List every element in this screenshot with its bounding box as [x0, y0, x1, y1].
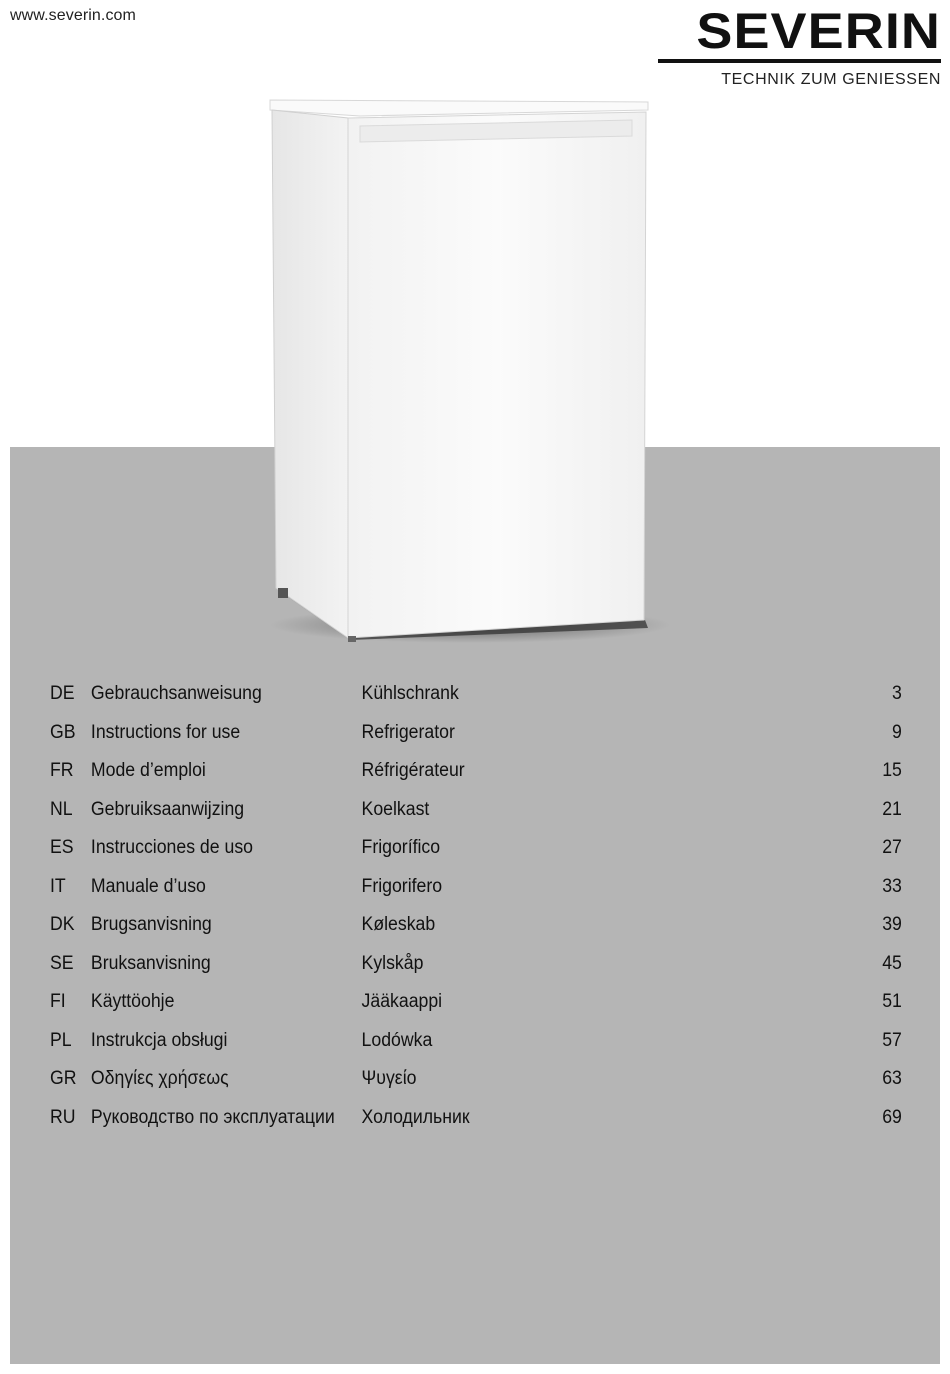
product-name: Refrigerator — [361, 721, 455, 743]
language-code: DK — [50, 914, 75, 935]
product-name: Jääkaappi — [361, 991, 443, 1012]
manual-title: Οδηγίες χρήσεως — [90, 1068, 229, 1089]
brand-divider — [658, 59, 941, 63]
toc-row-gr — [50, 1060, 902, 1099]
table-of-contents — [50, 675, 902, 1137]
manual-title: Руководство по эксплуатации — [90, 1106, 335, 1128]
language-code: SE — [50, 952, 74, 974]
page-number: 39 — [882, 914, 902, 935]
language-code: IT — [50, 875, 66, 897]
manual-title: Manuale d’uso — [90, 875, 206, 897]
toc-row-gb — [50, 714, 902, 753]
product-name: Køleskab — [361, 914, 436, 935]
page-number: 3 — [892, 683, 902, 704]
toc-row-fi — [50, 983, 902, 1022]
toc-row-dk — [50, 906, 902, 945]
product-name: Frigorifero — [361, 875, 443, 897]
page-number: 57 — [882, 1029, 902, 1051]
manual-title: Instrukcja obsługi — [90, 1029, 228, 1051]
language-code: ES — [50, 837, 74, 858]
brand-block — [656, 4, 941, 89]
website-url: www.severin.com — [10, 7, 136, 24]
manual-title: Instrucciones de uso — [90, 837, 253, 858]
language-code: RU — [50, 1106, 76, 1128]
product-name: Koelkast — [361, 798, 430, 820]
toc-row-it — [50, 868, 902, 907]
product-name: Kühlschrank — [361, 683, 459, 704]
toc-row-nl — [50, 791, 902, 830]
toc-row-ru — [50, 1099, 902, 1138]
product-name: Frigorífico — [361, 837, 441, 858]
page-number: 33 — [882, 875, 902, 897]
page-number: 9 — [892, 721, 902, 743]
manual-title: Käyttöohje — [90, 991, 175, 1012]
product-name: Ψυγείο — [361, 1068, 417, 1089]
toc-row-de — [50, 675, 902, 714]
toc-row-fr — [50, 752, 902, 791]
product-name: Réfrigérateur — [361, 760, 465, 781]
refrigerator-image — [220, 80, 690, 660]
manual-title: Instructions for use — [90, 721, 241, 743]
manual-title: Gebrauchsanweisung — [90, 683, 262, 704]
language-code: FR — [50, 760, 74, 781]
manual-title: Bruksanvisning — [90, 952, 211, 974]
manual-title: Brugsanvisning — [90, 914, 212, 935]
brand-logo: SEVERIN — [696, 3, 941, 59]
toc-row-es — [50, 829, 902, 868]
manual-title: Gebruiksaanwijzing — [90, 798, 245, 820]
language-code: GB — [50, 721, 76, 743]
page-number: 21 — [882, 798, 902, 820]
page-number: 15 — [882, 760, 902, 781]
language-code: GR — [50, 1068, 77, 1089]
toc-row-se — [50, 945, 902, 984]
language-code: NL — [50, 798, 73, 820]
language-code: DE — [50, 683, 75, 704]
manual-title: Mode d’emploi — [90, 760, 206, 781]
page-number: 27 — [882, 837, 902, 858]
language-code: PL — [50, 1029, 72, 1051]
page-number: 51 — [882, 991, 902, 1012]
page-number: 69 — [882, 1106, 902, 1128]
product-name: Lodówka — [361, 1029, 433, 1051]
product-name: Kylskåp — [361, 952, 424, 974]
language-code: FI — [50, 991, 66, 1012]
product-name: Холодильник — [361, 1106, 470, 1128]
toc-row-pl — [50, 1022, 902, 1061]
brand-tagline: TECHNIK ZUM GENIESSEN — [721, 71, 941, 88]
page-number: 45 — [882, 952, 902, 974]
page-number: 63 — [882, 1068, 902, 1089]
